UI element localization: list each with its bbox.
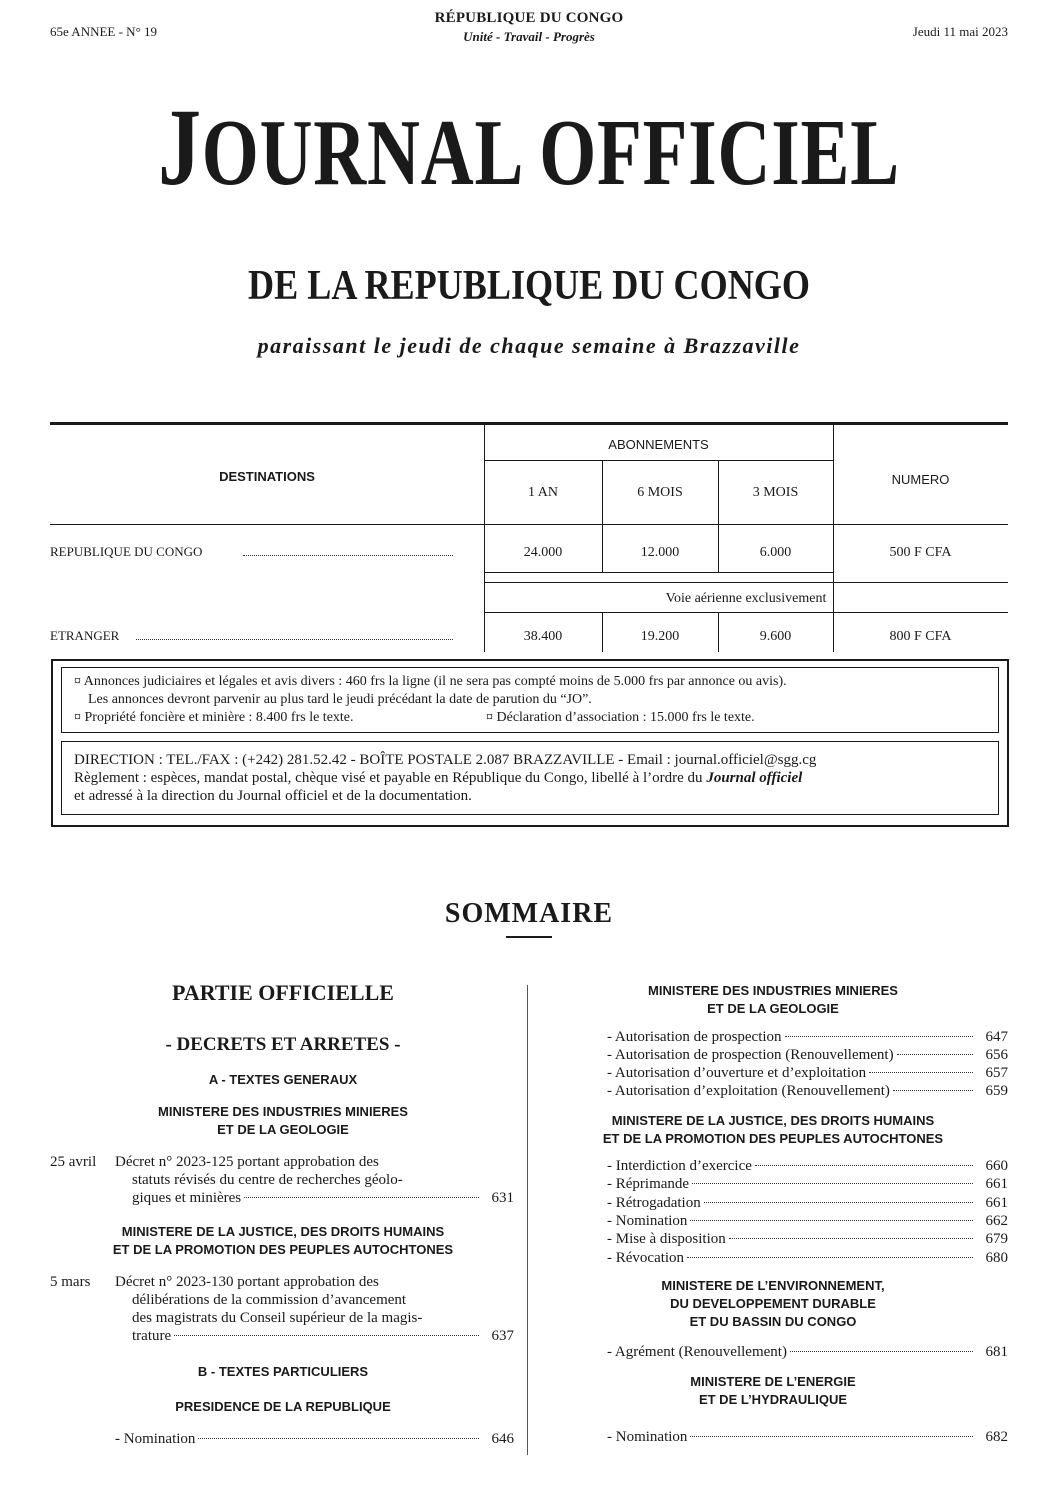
- page-number: 661: [985, 1194, 1008, 1211]
- republic-name: RÉPUBLIQUE DU CONGO: [434, 10, 624, 26]
- ministry-heading-line2: ET DE LA GEOLOGIE: [217, 1122, 349, 1137]
- entry-date: 25 avril: [50, 1154, 97, 1170]
- dot-leader: [198, 1438, 479, 1439]
- numero-header: NUMERO: [891, 472, 950, 487]
- page-number: 659: [985, 1083, 1008, 1099]
- payment-terms: [74, 770, 802, 787]
- table-vline: [833, 422, 834, 652]
- table-rule: [484, 582, 1008, 583]
- journal-name-emphasis: Journal officiel: [706, 770, 803, 786]
- ministry-heading: MINISTERE DE L’ENERGIE: [690, 1374, 856, 1389]
- entry-text: trature: [132, 1328, 172, 1344]
- entry-text: - Agrément (Renouvellement): [607, 1344, 787, 1360]
- payment-terms-text: Règlement : espèces, mandat postal, chèque visé et payable en République du Congo, libellé à l’ordre du: [74, 770, 707, 786]
- dot-leader: [174, 1335, 479, 1336]
- edition-number: 65e ANNEE - N° 19: [50, 24, 158, 39]
- sommaire-rule: [506, 936, 552, 938]
- page-number: 637: [491, 1328, 514, 1344]
- textes-generaux-heading: A - TEXTES GENERAUX: [208, 1072, 358, 1087]
- toc-entry[interactable]: [607, 1230, 1008, 1248]
- land-mining-rate: ¤ Propriété foncière et minière : 8.400 frs le texte.: [74, 710, 354, 725]
- entry-text: - Nomination: [607, 1212, 688, 1229]
- page-number: 631: [491, 1190, 514, 1206]
- table-top-rule: [50, 422, 1008, 425]
- toc-entry[interactable]: [607, 1046, 1008, 1064]
- price-etranger-3mois: 9.600: [759, 629, 792, 644]
- dot-leader: [869, 1072, 973, 1073]
- entry-text: - Mise à disposition: [607, 1231, 726, 1248]
- journal-subtitle: DE LA REPUBLIQUE DU CONGO: [248, 263, 810, 309]
- dot-leader: [704, 1202, 973, 1203]
- toc-entry[interactable]: [607, 1064, 1008, 1082]
- subscription-table: [50, 422, 1008, 652]
- entry-text: - Révocation: [607, 1249, 685, 1266]
- table-rule: [484, 460, 833, 461]
- dot-leader: [893, 1090, 973, 1091]
- price-congo-1an: 24.000: [523, 545, 563, 560]
- destination-etranger: ETRANGER: [50, 628, 120, 643]
- direction-contact: DIRECTION : TEL./FAX : (+242) 281.52.42 - BOÎTE POSTALE 2.087 BRAZZAVILLE - Email : journal.officiel@sgg.cg: [74, 752, 817, 768]
- dot-leader: [755, 1165, 973, 1166]
- national-motto: Unité - Travail - Progrès: [463, 29, 595, 44]
- entry-text: - Interdiction d’exercice: [607, 1158, 752, 1174]
- period-1an: 1 AN: [528, 485, 558, 500]
- column-separator: [527, 985, 528, 1455]
- title-rest: OURNAL OFFICIEL: [201, 101, 900, 205]
- dot-leader: [790, 1351, 973, 1352]
- toc-entry[interactable]: [607, 1028, 1008, 1046]
- ministry-heading-line2: DU DEVELOPPEMENT DURABLE: [670, 1296, 876, 1311]
- dot-leader: [136, 639, 453, 640]
- entry-text: - Nomination: [607, 1429, 688, 1445]
- entry-text: des magistrats du Conseil supérieur de la magis-: [132, 1310, 423, 1326]
- decrets-heading: - DECRETS ET ARRETES -: [165, 1034, 401, 1055]
- price-congo-6mois: 12.000: [640, 545, 680, 560]
- ministry-heading: MINISTERE DE LA JUSTICE, DES DROITS HUMAINS: [611, 1113, 935, 1128]
- entry-text: - Autorisation d’ouverture et d’exploitation: [607, 1065, 867, 1081]
- price-etranger-1an: 38.400: [523, 629, 563, 644]
- dot-leader: [687, 1257, 973, 1258]
- table-vline: [484, 422, 485, 652]
- destinations-header: DESTINATIONS: [219, 469, 315, 484]
- ministry-heading: PRESIDENCE DE LA REPUBLIQUE: [175, 1399, 391, 1414]
- toc-entry[interactable]: [607, 1428, 1008, 1446]
- period-6mois: 6 MOIS: [637, 485, 683, 500]
- ministry-heading-line2: ET DE L’HYDRAULIQUE: [698, 1392, 848, 1407]
- abonnements-header: ABONNEMENTS: [608, 437, 709, 452]
- entry-text: - Autorisation d’exploitation (Renouvellement): [607, 1083, 890, 1099]
- partie-officielle-heading: PARTIE OFFICIELLE: [172, 980, 394, 1005]
- ministry-heading: MINISTERE DE L’ENVIRONNEMENT,: [661, 1278, 885, 1293]
- page-number: 647: [985, 1029, 1008, 1045]
- entry-text: délibérations de la commission d’avancement: [132, 1292, 407, 1308]
- dot-leader: [897, 1054, 973, 1055]
- direction-box: [61, 741, 999, 815]
- entry-date: 5 mars: [50, 1274, 91, 1290]
- page-number: 656: [985, 1047, 1008, 1063]
- dot-leader: [690, 1220, 973, 1221]
- destination-congo: REPUBLIQUE DU CONGO: [50, 544, 203, 559]
- entry-text: - Nomination: [115, 1431, 196, 1447]
- entry-text: statuts révisés du centre de recherches géolo-: [132, 1172, 403, 1188]
- dot-leader: [729, 1238, 973, 1239]
- numero-congo: 500 F CFA: [889, 545, 952, 560]
- page-number: 679: [985, 1231, 1008, 1248]
- textes-particuliers-heading: B - TEXTES PARTICULIERS: [197, 1364, 369, 1379]
- toc-entry[interactable]: [607, 1343, 1008, 1361]
- numero-etranger: 800 F CFA: [889, 629, 952, 644]
- dot-leader: [243, 555, 453, 556]
- toc-entry[interactable]: [607, 1175, 1008, 1193]
- toc-entry[interactable]: [607, 1249, 1008, 1267]
- ministry-heading-line2: ET DE LA PROMOTION DES PEUPLES AUTOCHTONES: [112, 1242, 454, 1257]
- period-3mois: 3 MOIS: [752, 485, 799, 500]
- ministry-heading: MINISTERE DES INDUSTRIES MINIERES: [158, 1104, 408, 1119]
- table-rule: [484, 572, 833, 573]
- toc-entry[interactable]: [607, 1082, 1008, 1100]
- issue-date: Jeudi 11 mai 2023: [912, 24, 1008, 39]
- air-mail-note: Voie aérienne exclusivement: [665, 591, 827, 606]
- ministry-heading: MINISTERE DE LA JUSTICE, DES DROITS HUMAINS: [121, 1224, 445, 1239]
- entry-text: giques et minières: [132, 1190, 242, 1206]
- toc-entry[interactable]: [607, 1194, 1008, 1212]
- dot-leader: [690, 1436, 973, 1437]
- title-initial: J: [158, 86, 202, 208]
- page-number: 661: [985, 1176, 1008, 1193]
- sommaire-title: SOMMAIRE: [444, 898, 614, 929]
- page-number: 682: [985, 1429, 1008, 1445]
- table-rule: [484, 612, 1008, 613]
- dot-leader: [244, 1197, 479, 1198]
- page-number: 662: [985, 1212, 1008, 1229]
- publication-frequency: paraissant le jeudi de chaque semaine à Brazzaville: [257, 333, 801, 358]
- journal-title: [116, 86, 941, 208]
- entry-text: - Autorisation de prospection (Renouvellement): [607, 1047, 894, 1063]
- entry-text: Décret n° 2023-125 portant approbation des: [115, 1154, 379, 1170]
- toc-entry[interactable]: [132, 1327, 514, 1345]
- entry-text: - Réprimande: [607, 1176, 690, 1193]
- page-number: 646: [491, 1431, 514, 1447]
- toc-entry[interactable]: [115, 1430, 514, 1448]
- toc-entry[interactable]: [132, 1189, 514, 1207]
- price-congo-3mois: 6.000: [759, 545, 792, 560]
- page-number: 680: [985, 1249, 1008, 1266]
- dot-leader: [785, 1036, 973, 1037]
- table-header-rule: [50, 524, 1008, 525]
- announcements-box: [61, 667, 999, 733]
- entry-text: - Rétrogadation: [607, 1194, 701, 1211]
- info-frame: [51, 659, 1009, 827]
- page-number: 681: [985, 1344, 1008, 1360]
- page-number: 660: [985, 1158, 1008, 1174]
- toc-entry[interactable]: [607, 1212, 1008, 1230]
- header-center: [0, 10, 1058, 45]
- payment-address: et adressé à la direction du Journal officiel et de la documentation.: [74, 788, 472, 804]
- association-rate: ¤ Déclaration d’association : 15.000 frs le texte.: [486, 710, 755, 725]
- price-etranger-6mois: 19.200: [640, 629, 680, 644]
- entry-text: Décret n° 2023-130 portant approbation des: [115, 1274, 379, 1290]
- page-number: 657: [985, 1065, 1008, 1081]
- ministry-heading-line2: ET DE LA GEOLOGIE: [707, 1001, 839, 1016]
- entry-text: - Autorisation de prospection: [607, 1029, 782, 1045]
- ministry-heading-line2: ET DE LA PROMOTION DES PEUPLES AUTOCHTONES: [602, 1131, 944, 1146]
- toc-entry[interactable]: [607, 1157, 1008, 1175]
- dot-leader: [692, 1183, 973, 1184]
- ministry-heading-line3: ET DU BASSIN DU CONGO: [689, 1314, 857, 1329]
- ministry-heading: MINISTERE DES INDUSTRIES MINIERES: [648, 983, 898, 998]
- announcement-deadline: Les annonces devront parvenir au plus tard le jeudi précédant la date de parution du “JO”.: [88, 692, 592, 707]
- announcement-rate: ¤ Annonces judiciaires et légales et avis divers : 460 frs la ligne (il ne sera pas compté moins de 5.000 frs par annonce ou avis).: [74, 674, 787, 689]
